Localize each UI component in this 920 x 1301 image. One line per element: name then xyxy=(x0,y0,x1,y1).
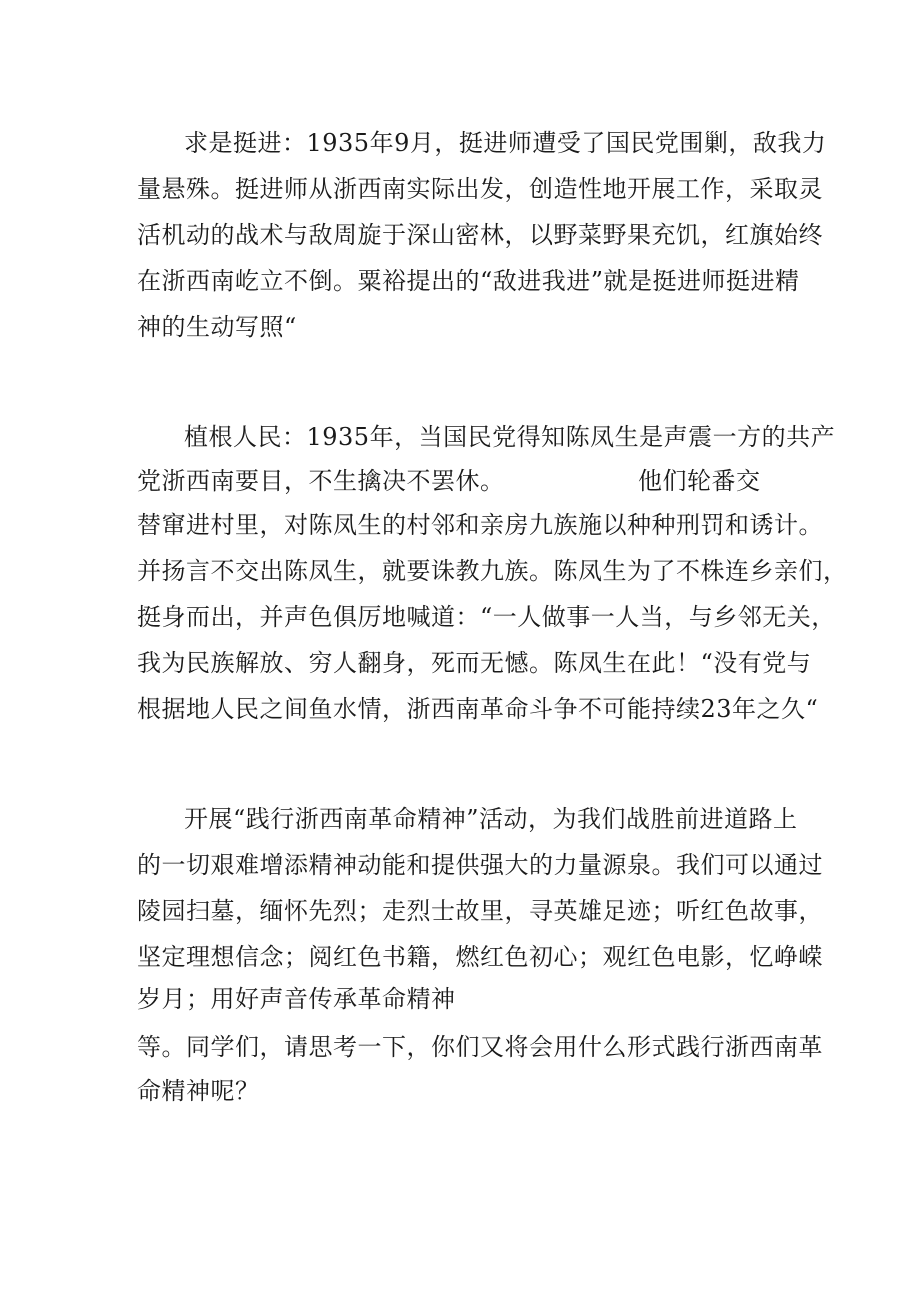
paragraph-line: 我为民族解放、穷人翻身，死而无憾。陈凤生在此！“没有党与 xyxy=(137,649,812,677)
paragraph-line: 根据地人民之间鱼水情，浙西南革命斗争不可能持续23年之久“ xyxy=(137,695,819,723)
paragraph-line: 活机动的战术与敌周旋于深山密林，以野菜野果充饥，红旗始终 xyxy=(137,221,823,249)
paragraph-line: 岁月；用好声音传承革命精神 xyxy=(137,985,456,1013)
paragraph-line: 等。同学们，请思考一下，你们又将会用什么形式践行浙西南革 xyxy=(137,1033,823,1061)
paragraph-line: 陵园扫墓，缅怀先烈；走烈士故里，寻英雄足迹；听红色故事， xyxy=(137,897,823,925)
paragraph-line: 挺身而出，并声色俱厉地喊道：“一人做事一人当，与乡邻无关， xyxy=(137,603,836,631)
paragraph-line: 他们轮番交 xyxy=(638,467,761,495)
paragraph-line: 坚定理想信念；阅红色书籍，燃红色初心；观红色电影，忆峥嵘 xyxy=(137,943,823,971)
paragraph-line: 党浙西南要目，不生擒决不罢休。 xyxy=(137,467,505,495)
paragraph-line: 并扬言不交出陈凤生，就要诛教九族。陈凤生为了不株连乡亲们， xyxy=(137,557,848,585)
paragraph-line: 命精神呢？ xyxy=(137,1077,260,1105)
paragraph-line: 求是挺进：1935年9月，挺进师遭受了国民党围剿，敌我力 xyxy=(184,129,827,157)
paragraph-line: 的一切艰难增添精神动能和提供强大的力量源泉。我们可以通过 xyxy=(137,851,823,879)
paragraph-line: 在浙西南屹立不倒。粟裕提出的“敌进我进”就是挺进师挺进精 xyxy=(137,267,800,295)
paragraph-line: 神的生动写照“ xyxy=(137,313,297,341)
paragraph-line: 开展“践行浙西南革命精神”活动，为我们战胜前进道路上 xyxy=(184,805,798,833)
paragraph-line: 量悬殊。挺进师从浙西南实际出发，创造性地开展工作，采取灵 xyxy=(137,175,823,203)
paragraph-line: 植根人民：1935年，当国民党得知陈凤生是声震一方的共产 xyxy=(184,423,836,451)
paragraph-line: 替窜进村里，对陈凤生的村邻和亲房九族施以种种刑罚和诱计。 xyxy=(137,511,823,539)
